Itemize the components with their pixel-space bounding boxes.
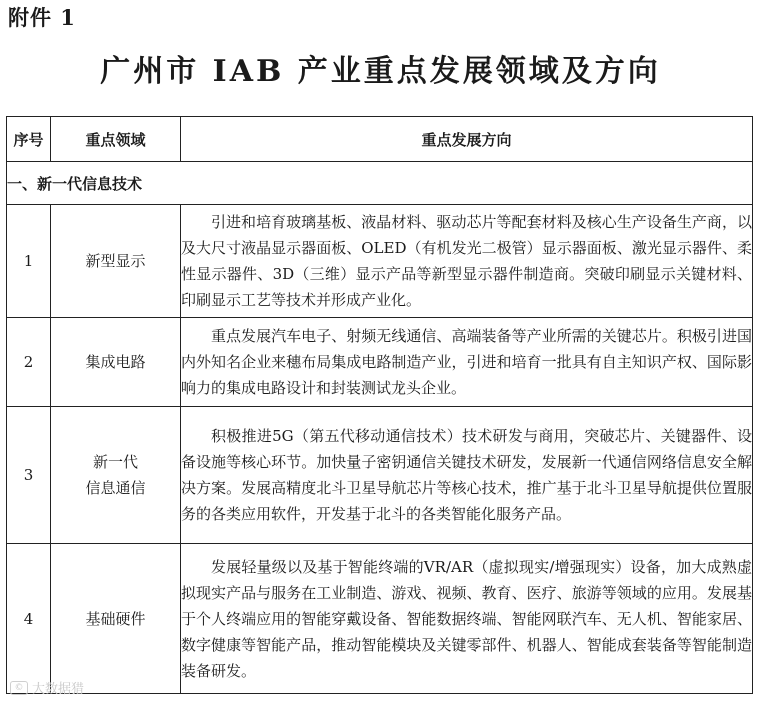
table-header-row <box>7 117 753 162</box>
table-row <box>7 318 753 407</box>
copyright-icon: © <box>10 681 28 695</box>
row-direction: 重点发展汽车电子、射频无线通信、高端装备等产业所需的关键芯片。积极引进国内外知名企业来穗布局集成电路制造产业，引进和培育一批具有自主知识产权、国际影响力的集成电路设计和封装测试龙头企业。 <box>181 318 753 407</box>
document-title: 广州市 IAB 产业重点发展领域及方向 <box>100 54 661 89</box>
header-direction: 重点发展方向 <box>181 117 753 162</box>
row-field-line: 新一代 <box>92 453 138 471</box>
header-field: 重点领域 <box>51 117 181 162</box>
row-direction: 引进和培育玻璃基板、液晶材料、驱动芯片等配套材料及核心生产设备生产商，以及大尺寸液晶显示器面板、OLED（有机发光二极管）显示器面板、激光显示器件、柔性显示器件、3D（三维）显示产品等新型显示器件制造商。突破印刷显示关键材料、印刷显示工艺等技术并形成产业化。 <box>181 205 753 318</box>
table-row <box>7 205 753 318</box>
header-no: 序号 <box>7 117 51 162</box>
focus-areas-table <box>6 116 753 694</box>
section-row <box>7 162 753 205</box>
row-field: 新型显示 <box>51 205 181 318</box>
row-field: 集成电路 <box>51 318 181 407</box>
row-direction: 发展轻量级以及基于智能终端的VR/AR（虚拟现实/增强现实）设备，加大成熟虚拟现实产品与服务在工业制造、游戏、视频、教育、医疗、旅游等领域的应用。发展基于个人终端应用的智能穿戴设备、智能数据终端、智能网联汽车、无人机、智能家居、数字健康等智能产品，推动智能模块及关键零部件、机器人、智能成套装备等智能制造装备研发。 <box>181 544 753 694</box>
watermark <box>10 678 84 697</box>
row-number: 4 <box>7 544 51 694</box>
table-row <box>7 407 753 544</box>
table-row <box>7 544 753 694</box>
row-field: 基础硬件 <box>51 544 181 694</box>
row-number: 1 <box>7 205 51 318</box>
row-number: 3 <box>7 407 51 544</box>
watermark-text: 大数据猎 <box>32 682 85 697</box>
row-direction: 积极推进5G（第五代移动通信技术）技术研发与商用，突破芯片、关键器件、设备设施等核心环节。加快量子密钥通信关键技术研发，发展新一代通信网络信息安全解决方案。发展高精度北斗卫星导航芯片等核心技术，推广基于北斗卫星导航提供位置服务的各类应用软件，开发基于北斗的各类智能化服务产品。 <box>181 407 753 544</box>
row-field <box>51 407 181 544</box>
section-title: 一、新一代信息技术 <box>7 162 753 205</box>
annex-label: 附件 1 <box>8 5 76 30</box>
row-field-line: 信息通信 <box>85 479 146 497</box>
row-number: 2 <box>7 318 51 407</box>
